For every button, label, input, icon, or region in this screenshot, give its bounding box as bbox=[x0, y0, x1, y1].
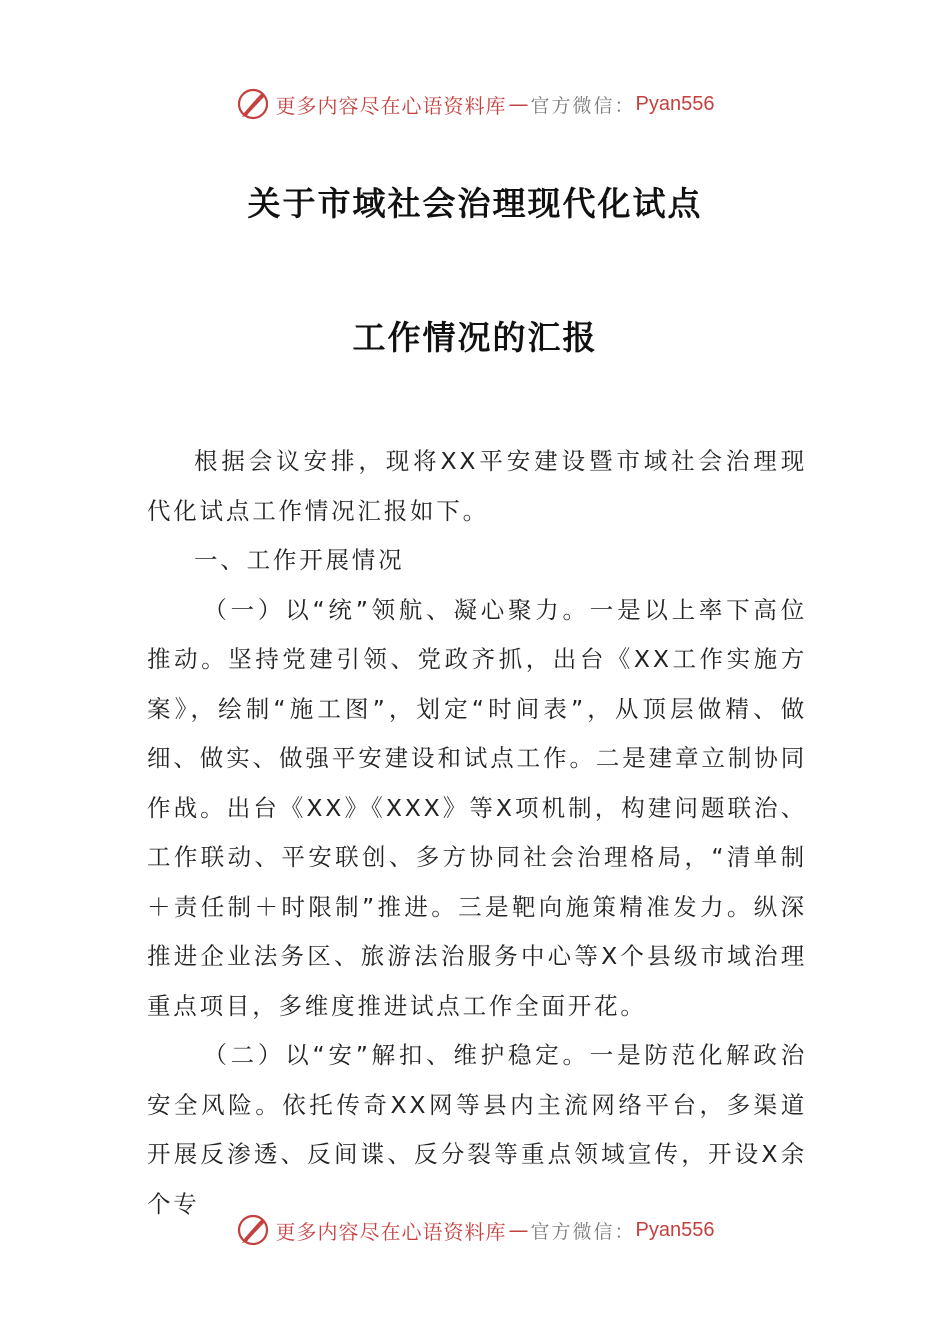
watermark-footer bbox=[0, 1210, 950, 1250]
doc-body bbox=[147, 437, 807, 1229]
watermark-text: 更多内容尽在心语资料库 bbox=[275, 93, 507, 118]
watermark-header bbox=[0, 84, 950, 124]
paragraph-section-2: （二）以“安”解扣、维护稳定。一是防范化解政治安全风险。依托传奇XX网等县内主流网络平台，多渠道开展反渗透、反间谍、反分裂等重点领域宣传，开设X余个专 bbox=[147, 1041, 807, 1218]
watermark-id: Pyan556 bbox=[635, 1218, 715, 1241]
watermark-text: 更多内容尽在心语资料库 bbox=[275, 1219, 507, 1244]
watermark-label: 官方微信： bbox=[530, 94, 636, 117]
watermark-label: 官方微信： bbox=[530, 1220, 636, 1243]
doc-title-line2: 工作情况的汇报 bbox=[352, 318, 598, 357]
pen-seal-icon bbox=[236, 1213, 270, 1247]
doc-title-line1: 关于市域社会治理现代化试点 bbox=[247, 184, 703, 223]
paragraph-section-1: （一）以“统”领航、凝心聚力。一是以上率下高位推动。坚持党建引领、党政齐抓，出台《XX工作实施方案》，绘制“施工图”，划定“时间表”，从顶层做精、做细、做实、做强平安建设和试点工作。二是建章立制协同作战。出台《XX》《XXX》等X项机制，构建问题联治、工作联动、平安联创、多方协同社会治理格局，“清单制＋责任制＋时限制”推进。三是靶向施策精准发力。纵深推进企业法务区、旅游法治服务中心等X个县级市域治理重点项目，多维度推进试点工作全面开花。 bbox=[147, 595, 807, 1020]
paragraph-intro: 根据会议安排，现将XX平安建设暨市域社会治理现代化试点工作情况汇报如下。 bbox=[147, 447, 807, 525]
section-heading: 一、工作开展情况 bbox=[194, 546, 405, 574]
watermark-dash: — bbox=[508, 1218, 529, 1242]
watermark-id: Pyan556 bbox=[635, 92, 715, 115]
watermark-dash: — bbox=[508, 92, 529, 116]
pen-seal-icon bbox=[236, 87, 270, 121]
